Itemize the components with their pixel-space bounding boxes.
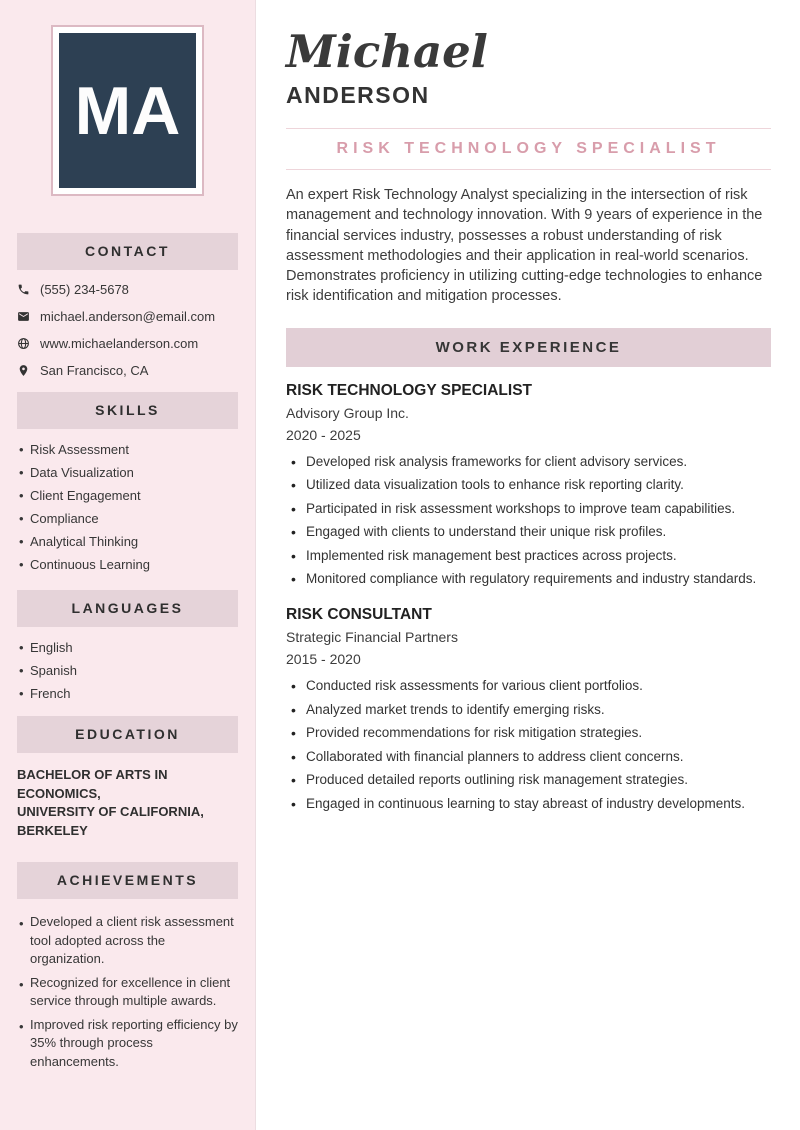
job-bullet: • Utilized data visualization tools to enhance risk reporting clarity. bbox=[291, 478, 771, 492]
last-name: ANDERSON bbox=[286, 82, 430, 108]
email-icon bbox=[17, 310, 30, 323]
skill-item: • Risk Assessment bbox=[17, 443, 238, 457]
languages-section-title: LANGUAGES bbox=[17, 590, 238, 627]
location-icon bbox=[17, 364, 30, 377]
contact-list bbox=[17, 282, 238, 377]
language-item: • French bbox=[17, 687, 238, 701]
name-block bbox=[286, 24, 771, 109]
job-2-company: Strategic Financial Partners bbox=[286, 629, 458, 646]
languages-list bbox=[17, 641, 238, 701]
first-name: Michael bbox=[286, 25, 488, 78]
language-item: • Spanish bbox=[17, 664, 238, 678]
contact-email bbox=[17, 309, 238, 323]
achievements-section-title: ACHIEVEMENTS bbox=[17, 862, 238, 899]
education-section-title: EDUCATION bbox=[17, 716, 238, 753]
job-bullet: • Provided recommendations for risk mitigation strategies. bbox=[291, 726, 771, 740]
job-1-dates: 2020 - 2025 bbox=[286, 426, 361, 443]
achievement-item: • Improved risk reporting efficiency by 35% through process enhancements. bbox=[17, 1016, 238, 1072]
job-entry-2 bbox=[286, 606, 771, 811]
achievement-item: • Recognized for excellence in client service through multiple awards. bbox=[17, 974, 238, 1011]
job-bullet: • Engaged with clients to understand their unique risk profiles. bbox=[291, 525, 771, 539]
phone-icon bbox=[17, 283, 30, 296]
education-degree-line: BERKELEY bbox=[17, 822, 88, 838]
job-title-band bbox=[286, 128, 771, 170]
professional-title: RISK TECHNOLOGY SPECIALIST bbox=[336, 140, 721, 157]
job-1-title: RISK TECHNOLOGY SPECIALIST bbox=[286, 381, 533, 399]
education-degree-line: UNIVERSITY OF CALIFORNIA, bbox=[17, 804, 204, 819]
website-icon bbox=[17, 337, 30, 350]
skill-item: • Analytical Thinking bbox=[17, 535, 238, 549]
main-content bbox=[256, 0, 800, 1130]
job-bullet: • Analyzed market trends to identify emerging risks. bbox=[291, 703, 771, 717]
education-degree-line: BACHELOR OF ARTS IN ECONOMICS, bbox=[17, 767, 168, 801]
skill-item: • Compliance bbox=[17, 512, 238, 526]
job-bullet: • Conducted risk assessments for various client portfolios. bbox=[291, 679, 771, 693]
job-2-title: RISK CONSULTANT bbox=[286, 606, 432, 624]
contact-website-text: www.michaelanderson.com bbox=[40, 335, 199, 351]
contact-email-text: michael.anderson@email.com bbox=[40, 308, 216, 324]
job-1-company: Advisory Group Inc. bbox=[286, 404, 409, 421]
job-entry-1 bbox=[286, 382, 771, 587]
language-item: • English bbox=[17, 641, 238, 655]
job-bullet: • Collaborated with financial planners to address client concerns. bbox=[291, 750, 771, 764]
job-2-dates: 2015 - 2020 bbox=[286, 651, 361, 668]
work-experience-header: WORK EXPERIENCE bbox=[286, 328, 771, 367]
job-bullet: • Participated in risk assessment workshops to improve team capabilities. bbox=[291, 502, 771, 516]
contact-location bbox=[17, 363, 238, 377]
job-bullet: • Developed risk analysis frameworks for client advisory services. bbox=[291, 455, 771, 469]
monogram-initials: MA bbox=[59, 33, 196, 188]
contact-website bbox=[17, 336, 238, 350]
education-degree bbox=[17, 766, 238, 840]
skill-item: • Continuous Learning bbox=[17, 558, 238, 572]
job-bullet: • Monitored compliance with regulatory requirements and industry standards. bbox=[291, 572, 771, 586]
contact-phone-text: (555) 234-5678 bbox=[40, 281, 129, 297]
monogram-frame bbox=[51, 25, 204, 196]
contact-location-text: San Francisco, CA bbox=[40, 362, 149, 378]
professional-summary: An expert Risk Technology Analyst specializing in the intersection of risk management and technology innovation. With 9 years of experience in the financial services industry, possesses a robust understanding of risk assessment methodologies and their application in real-world scenarios. Demonstrates proficiency in utilizing cutting-edge technologies to enhance risk identification and mitigation processes. bbox=[286, 187, 763, 305]
achievements-list bbox=[17, 913, 238, 1071]
contact-phone bbox=[17, 282, 238, 296]
job-1-bullets bbox=[286, 455, 771, 587]
skill-item: • Data Visualization bbox=[17, 466, 238, 480]
sidebar bbox=[0, 0, 256, 1130]
skills-section-title: SKILLS bbox=[17, 392, 238, 429]
job-bullet: • Produced detailed reports outlining risk management strategies. bbox=[291, 773, 771, 787]
contact-section-title: CONTACT bbox=[17, 233, 238, 270]
job-bullet: • Implemented risk management best practices across projects. bbox=[291, 549, 771, 563]
job-bullet: • Engaged in continuous learning to stay abreast of industry developments. bbox=[291, 797, 771, 811]
job-2-bullets bbox=[286, 679, 771, 811]
skills-list bbox=[17, 443, 238, 572]
achievement-item: • Developed a client risk assessment tool adopted across the organization. bbox=[17, 913, 238, 969]
skill-item: • Client Engagement bbox=[17, 489, 238, 503]
